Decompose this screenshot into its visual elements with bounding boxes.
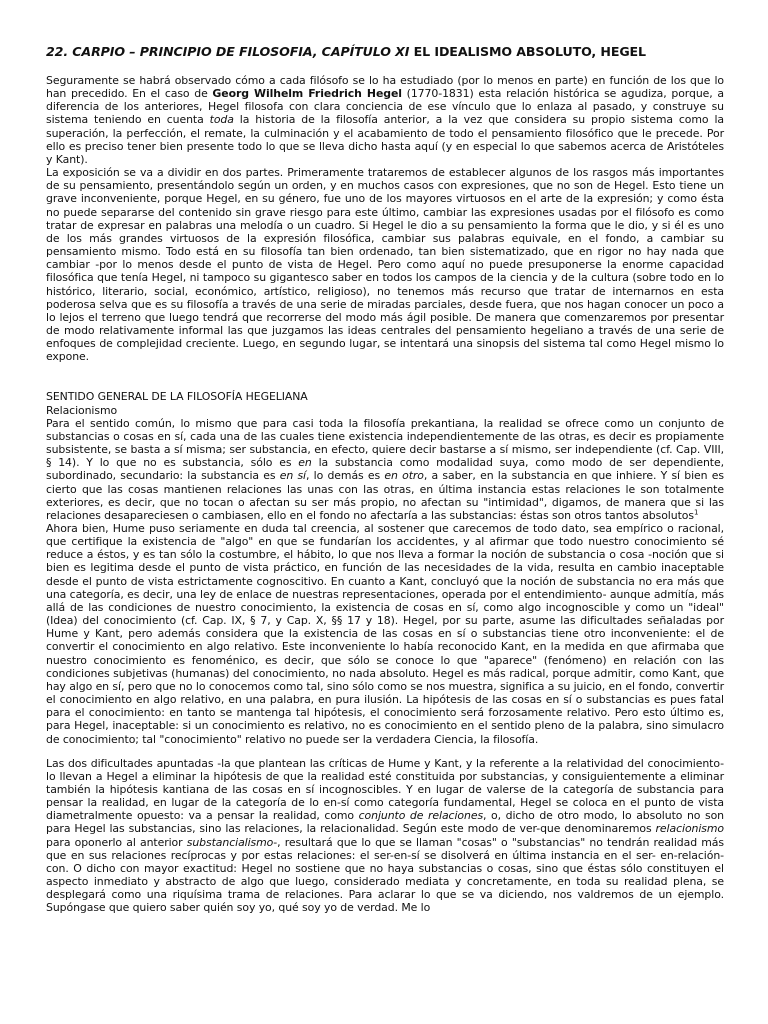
- body-paragraph-4: Ahora bien, Hume puso seriamente en duda tal creencia, al sostener que carecemos de todo dato, sea empírico o racional, que certifique la existencia de "algo" en que se fundarían los accidentes, y al afirmar que todo nuestro conocimiento sé reduce a éstos, y es tan sólo la costumbre, el hábito, lo que nos lleva a formar la noción de substancia o cosa -noción que si bien es legitima desde el punto de vista práctico, en función de las necesidades de la vida, resulta en cambio inaceptable desde el punto de vista estrictamente cognoscitivo. En cuanto a Kant, concluyó que la noción de substancia no era más que una categoría, es decir, una ley de enlace de nuestras representaciones, operada por el entendimiento- aunque admitía, más allá de las condiciones de nuestro conocimiento, la existencia de cosas en sí, como algo incognoscible y como un "ideal" (Idea) del conocimiento (cf. Cap. IX, § 7, y Cap. X, §§ 17 y 18). Hegel, por su parte, asume las dificultades señaladas por Hume y Kant, pero además considera que la existencia de las cosas en sí o substancias tiene otro inconveniente: el de convertir el conocimiento en algo relativo. Este inconveniente lo había reconocido Kant, en la medida en que afirmaba que nuestro conocimiento es fenoménico, es decir, que sólo se conoce lo que "aparece" (fenómeno) en relación con las condiciones subjetivas (humanas) del conocimiento, no nada absoluto. Hegel es más radical, porque admitir, como Kant, que hay algo en sí, pero que no lo conocemos como tal, sino sólo como se nos muestra, significa a su juicio, en el fondo, convertir el conocimiento en algo relativo, en una palabra, en pura ilusión. La hipótesis de las cosas en sí o substancias es pues fatal para el conocimiento: en tanto se mantenga tal hipótesis, el conocimiento será forzosamente relativo. Pero esto último es, para Hegel, inaceptable: si un conocimiento es relativo, no es conocimiento en el sentido pleno de la palabra, sino simulacro de conocimiento; tal "conocimiento" relativo no puede ser la verdadera Ciencia, la filosofía.: [46, 522, 724, 746]
- section-subheading: Relacionismo: [46, 403, 118, 417]
- emphasis: en otro: [384, 469, 424, 483]
- title-rest: EL IDEALISMO ABSOLUTO, HEGEL: [409, 44, 646, 59]
- text-run: Las dos dificultades apuntadas -la que plantean las críticas de Hume y Kant, y la referente a la relatividad del conocimiento- lo llevan a Hegel a eliminar la hipótesis de que la realidad esté constituida por substancias, y consiguientemente a eliminar también la hipótesis kantiana de las cosas en sí incognoscibles. Y en lugar de valerse de la categoría de substancia para pensar la realidad, en lugar de la categoría de lo en-sí como categoría fundamental, Hegel se coloca en el punto de vista diametralmente opuesto: va a pensar la realidad, como: [46, 756, 724, 823]
- emphasis: en: [298, 456, 312, 470]
- emphasis: en sí: [279, 469, 307, 483]
- author-name: Georg Wilhelm Friedrich Hegel: [212, 87, 402, 101]
- body-paragraph-5: [46, 757, 724, 915]
- emphasis: conjunto de relaciones: [358, 809, 484, 823]
- emphasis: toda: [209, 113, 234, 127]
- text-run: (1770-1831) esta relación histórica se agudiza, porque, a diferencia de los anteriores, Hegel filosofa con clara conciencia de ese vínculo que lo enlaza al pasado, y construye su sistema teniendo en cuenta: [46, 87, 724, 127]
- text-run: , lo demás es: [306, 469, 385, 483]
- emphasis: substancialismo: [186, 835, 274, 849]
- text-run: la substancia como modalidad suya, como modo de ser dependiente, subordinado, secundario: la substancia es: [46, 456, 724, 483]
- body-paragraph-3: [46, 417, 724, 522]
- section-spacer: [46, 363, 724, 390]
- text-run: Para el sentido común, lo mismo que para casi toda la filosofía prekantiana, la realidad se ofrece como un conjunto de substancias o cosas en sí, cada una de las cuales tiene existencia independientemente de las otras, es decir es propiamente subsistente, se basta a sí misma; ser substancia, en efecto, quiere decir bastarse a sí mismo, ser independiente (cf. Cap. VIII, § 14). Y lo que no es substancia, sólo es: [46, 416, 724, 470]
- intro-paragraph-2: La exposición se va a dividir en dos partes. Primeramente trataremos de establecer algunos de los rasgos más importantes de su pensamiento, presentándolo según un orden, y en muchos casos con expresiones, que no son de Hegel. Esto tiene un grave inconveniente, porque Hegel, en su género, fue uno de los mayores virtuosos en el arte de la expresión; y como ésta no puede separarse del contenido sin grave riesgo para este último, cambiar las expresiones usadas por el filósofo es como tratar de expresar en palabras una melodía o un cuadro. Si Hegel le dio a su pensamiento la forma que le dio, y si él es uno de los más grandes virtuosos de la expresión filosófica, cambiar sus palabras equivale, en el fondo, a cambiar su pensamiento mismo. Todo está en su filosofía tan bien ordenado, tan bien sistematizado, que en rigor no hay nada que cambiar -por lo menos desde el punto de vista de Hegel. Pero como aquí no puede presuponerse la enorme capacidad filosófica que tenía Hegel, ni tampoco su gigantesco saber en todos los campos de la ciencia y de la cultura (sobre todo en lo histórico, literario, social, económico, artístico, religioso), no tenemos más recurso que tratar de internarnos en esta poderosa selva que es su filosofía a través de una serie de miradas parciales, desde fuera, que nos hagan conocer un poco a lo lejos el terreno que luego tendrá que recorrerse del modo más ágil posible. De manera que comenzaremos por presentar de modo relativamente informal las que juzgamos las ideas centrales del pensamiento hegeliano a través de una serie de enfoques de complejidad creciente. Luego, en segundo lugar, se intentará una sinopsis del sistema tal como Hegel mismo lo expone.: [46, 166, 724, 364]
- text-run: , o, dicho de otro modo, lo absoluto no son para Hegel las substancias, sino las relaciones, la relacionalidad. Según este modo de ver-que denominaremos: [46, 809, 724, 836]
- title-italic: 22. CARPIO – PRINCIPIO DE FILOSOFIA, CAPÍTULO XI: [46, 44, 410, 59]
- emphasis: relacionismo: [655, 822, 724, 836]
- text-run: -, resultará que lo que se llaman "cosas" o "substancias" no tendrán realidad más que en sus relaciones recíprocas y por estas relaciones: el ser-en-sí se disolverá en última instancia en el ser- en-relación-con. O dicho con mayor exactitud: Hegel no sostiene que no haya substancias o cosas, sino que éstas sólo constituyen el aspecto inmediato y abstracto de algo que luego, considerado mediata y concretamente, en toda su realidad plena, se desplegará como una riquísima trama de relaciones. Para aclarar lo que se va diciendo, nos valdremos de un ejemplo. Supóngase que quiero saber quién soy yo, qué soy yo de verdad. Me lo: [46, 835, 724, 915]
- document-page: [46, 44, 724, 915]
- text-run: Seguramente se habrá observado cómo a cada filósofo se lo ha estudiado (por lo menos en parte) en función de los que lo han precedido. En el caso de: [46, 74, 724, 101]
- text-run: , a saber, en la substancia en que inhiere. Y sí bien es cierto que las cosas mantienen relaciones las unas con las otras, en última instancia estas relaciones le son totalmente exteriores, es decir, que no tocan o afectan su ser más propio, no afectan su "intimidad", digamos, de manera que si las relaciones desapareciesen o cambiasen, ello en el fondo no afectaría a las substancias: éstas son otros tantos absolutos: [46, 469, 724, 522]
- section-heading: SENTIDO GENERAL DE LA FILOSOFÍA HEGELIANA: [46, 390, 308, 404]
- text-run: para oponerlo al anterior: [46, 835, 187, 849]
- footnote-marker[interactable]: 1: [693, 508, 699, 517]
- intro-paragraph-1: [46, 74, 724, 166]
- page-title: [46, 44, 724, 60]
- text-run: la historia de la filosofía anterior, a la vez que considera su propio sistema como la superación, la perfección, el remate, la culminación y el acabamiento de todo el pensamiento filosófico que le precede. Por ello es preciso tener bien presente todo lo que se lleva dicho hasta aquí (y en especial lo que sabemos acerca de Aristóteles y Kant).: [46, 113, 724, 166]
